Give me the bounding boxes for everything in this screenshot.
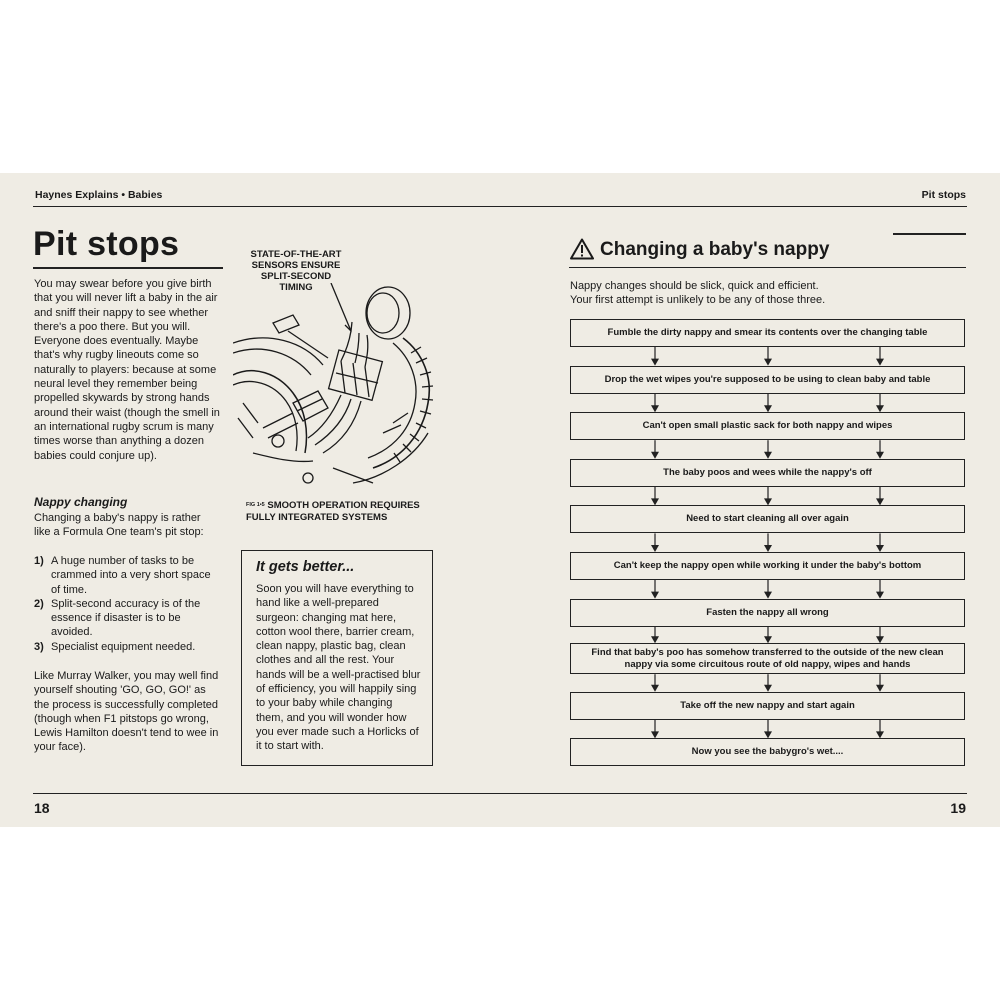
flow-intro-line-2: Your first attempt is unlikely to be any of those three. xyxy=(570,294,826,306)
flow-intro-line-1: Nappy changes should be slick, quick and efficient. xyxy=(570,280,819,292)
flow-step: Fumble the dirty nappy and smear its contents over the changing table xyxy=(570,319,965,347)
flow-arrow-head xyxy=(764,636,772,643)
flow-arrow-head xyxy=(651,592,659,599)
flow-arrow-head xyxy=(764,685,772,692)
nappy-changing-intro: Changing a baby's nappy is rather like a Formula One team's pit stop: xyxy=(34,512,204,539)
flow-arrow-head xyxy=(876,592,884,599)
list-item: 1) A huge number of tasks to be crammed into a very short space of time. xyxy=(34,555,211,596)
flow-arrow-head xyxy=(764,405,772,412)
flow-arrow-head xyxy=(651,452,659,459)
flow-step: Find that baby's poo has somehow transferred to the outside of the new clean nappy via some circuitous route of old nappy, wipes and hands xyxy=(570,643,965,674)
flow-arrow-head xyxy=(764,498,772,505)
page-title: Pit stops xyxy=(33,225,180,263)
box-text: Soon you will have everything to hand like a well-prepared surgeon: changing mat here, cotton wool there, barrier cream, clean nappy, plastic bag, clean clothes and all the rest. Your hands will be a well-practised blur of efficiency, you will happily sing to your baby while changing them, and you will wonder how you ever made such a Horlicks of it to start with. xyxy=(256,583,421,753)
flow-arrow-head xyxy=(876,405,884,412)
flow-arrow-head xyxy=(876,452,884,459)
flow-arrow-head xyxy=(876,685,884,692)
flow-arrow-head xyxy=(651,498,659,505)
page-number-right: 19 xyxy=(950,800,966,816)
flow-step: The baby poos and wees while the nappy's off xyxy=(570,459,965,487)
flow-arrow-head xyxy=(876,498,884,505)
flow-arrow-head xyxy=(764,452,772,459)
list-item: 2) Split-second accuracy is of the essence if disaster is to be avoided. xyxy=(34,597,201,639)
figure-tag: FIG 1•5 xyxy=(246,502,265,508)
flow-arrow-head xyxy=(764,359,772,366)
flow-arrow-head xyxy=(651,685,659,692)
flow-step: Fasten the nappy all wrong xyxy=(570,599,965,627)
flow-arrow-head xyxy=(651,731,659,738)
flow-arrow-head xyxy=(876,545,884,552)
flow-arrow-head xyxy=(876,359,884,366)
flow-arrow-head xyxy=(651,359,659,366)
closing-paragraph: Like Murray Walker, you may well find yourself shouting 'GO, GO, GO!' as the process is successfully completed (though when F1 pitstops go wrong, Lewis Hamilton doesn't tend to wee in your face). xyxy=(34,670,219,754)
box-title: It gets better... xyxy=(256,559,355,575)
flowchart-arrows xyxy=(0,173,1000,827)
flow-step: Take off the new nappy and start again xyxy=(570,692,965,720)
flow-step: Drop the wet wipes you're supposed to be using to clean baby and table xyxy=(570,366,965,394)
flow-arrow-head xyxy=(651,405,659,412)
figure-annotation: STATE-OF-THE-ART SENSORS ENSURE SPLIT-SECOND TIMING xyxy=(250,249,342,293)
flow-step: Can't open small plastic sack for both nappy and wipes xyxy=(570,412,965,440)
running-header-left: Haynes Explains • Babies xyxy=(35,189,163,201)
flow-arrow-head xyxy=(651,545,659,552)
nappy-changing-subheading: Nappy changing xyxy=(34,495,128,509)
flow-arrow-head xyxy=(764,592,772,599)
flow-arrow-head xyxy=(876,636,884,643)
section-heading: Changing a baby's nappy xyxy=(600,239,830,260)
list-item: 3) Specialist equipment needed. xyxy=(34,640,196,653)
book-spread xyxy=(0,173,1000,827)
flow-arrow-head xyxy=(764,545,772,552)
intro-paragraph: You may swear before you give birth that you will never lift a baby in the air and sniff their nappy to see whether there's a poo there. But you will. Everyone does eventually. Maybe that's why rugby lineouts come so naturally to players: because at some neural level they remember being propelled skywards by strong hands around their waist (though the smell in an international rugby scrum is many times worse than anything a dozen babies could conjure up). xyxy=(34,278,220,462)
running-header-right: Pit stops xyxy=(921,189,966,201)
flow-step: Need to start cleaning all over again xyxy=(570,505,965,533)
flow-step: Now you see the babygro's wet.... xyxy=(570,738,965,766)
flow-arrow-head xyxy=(876,731,884,738)
figure-caption: $^{FIG 1•5}$ SMOOTH OPERATION REQUIRES FULLY INTEGRATED SYSTEMS xyxy=(246,500,420,523)
page-number-left: 18 xyxy=(34,800,50,816)
flow-arrow-head xyxy=(764,731,772,738)
flow-arrow-head xyxy=(651,636,659,643)
flow-step: Can't keep the nappy open while working it under the baby's bottom xyxy=(570,552,965,580)
